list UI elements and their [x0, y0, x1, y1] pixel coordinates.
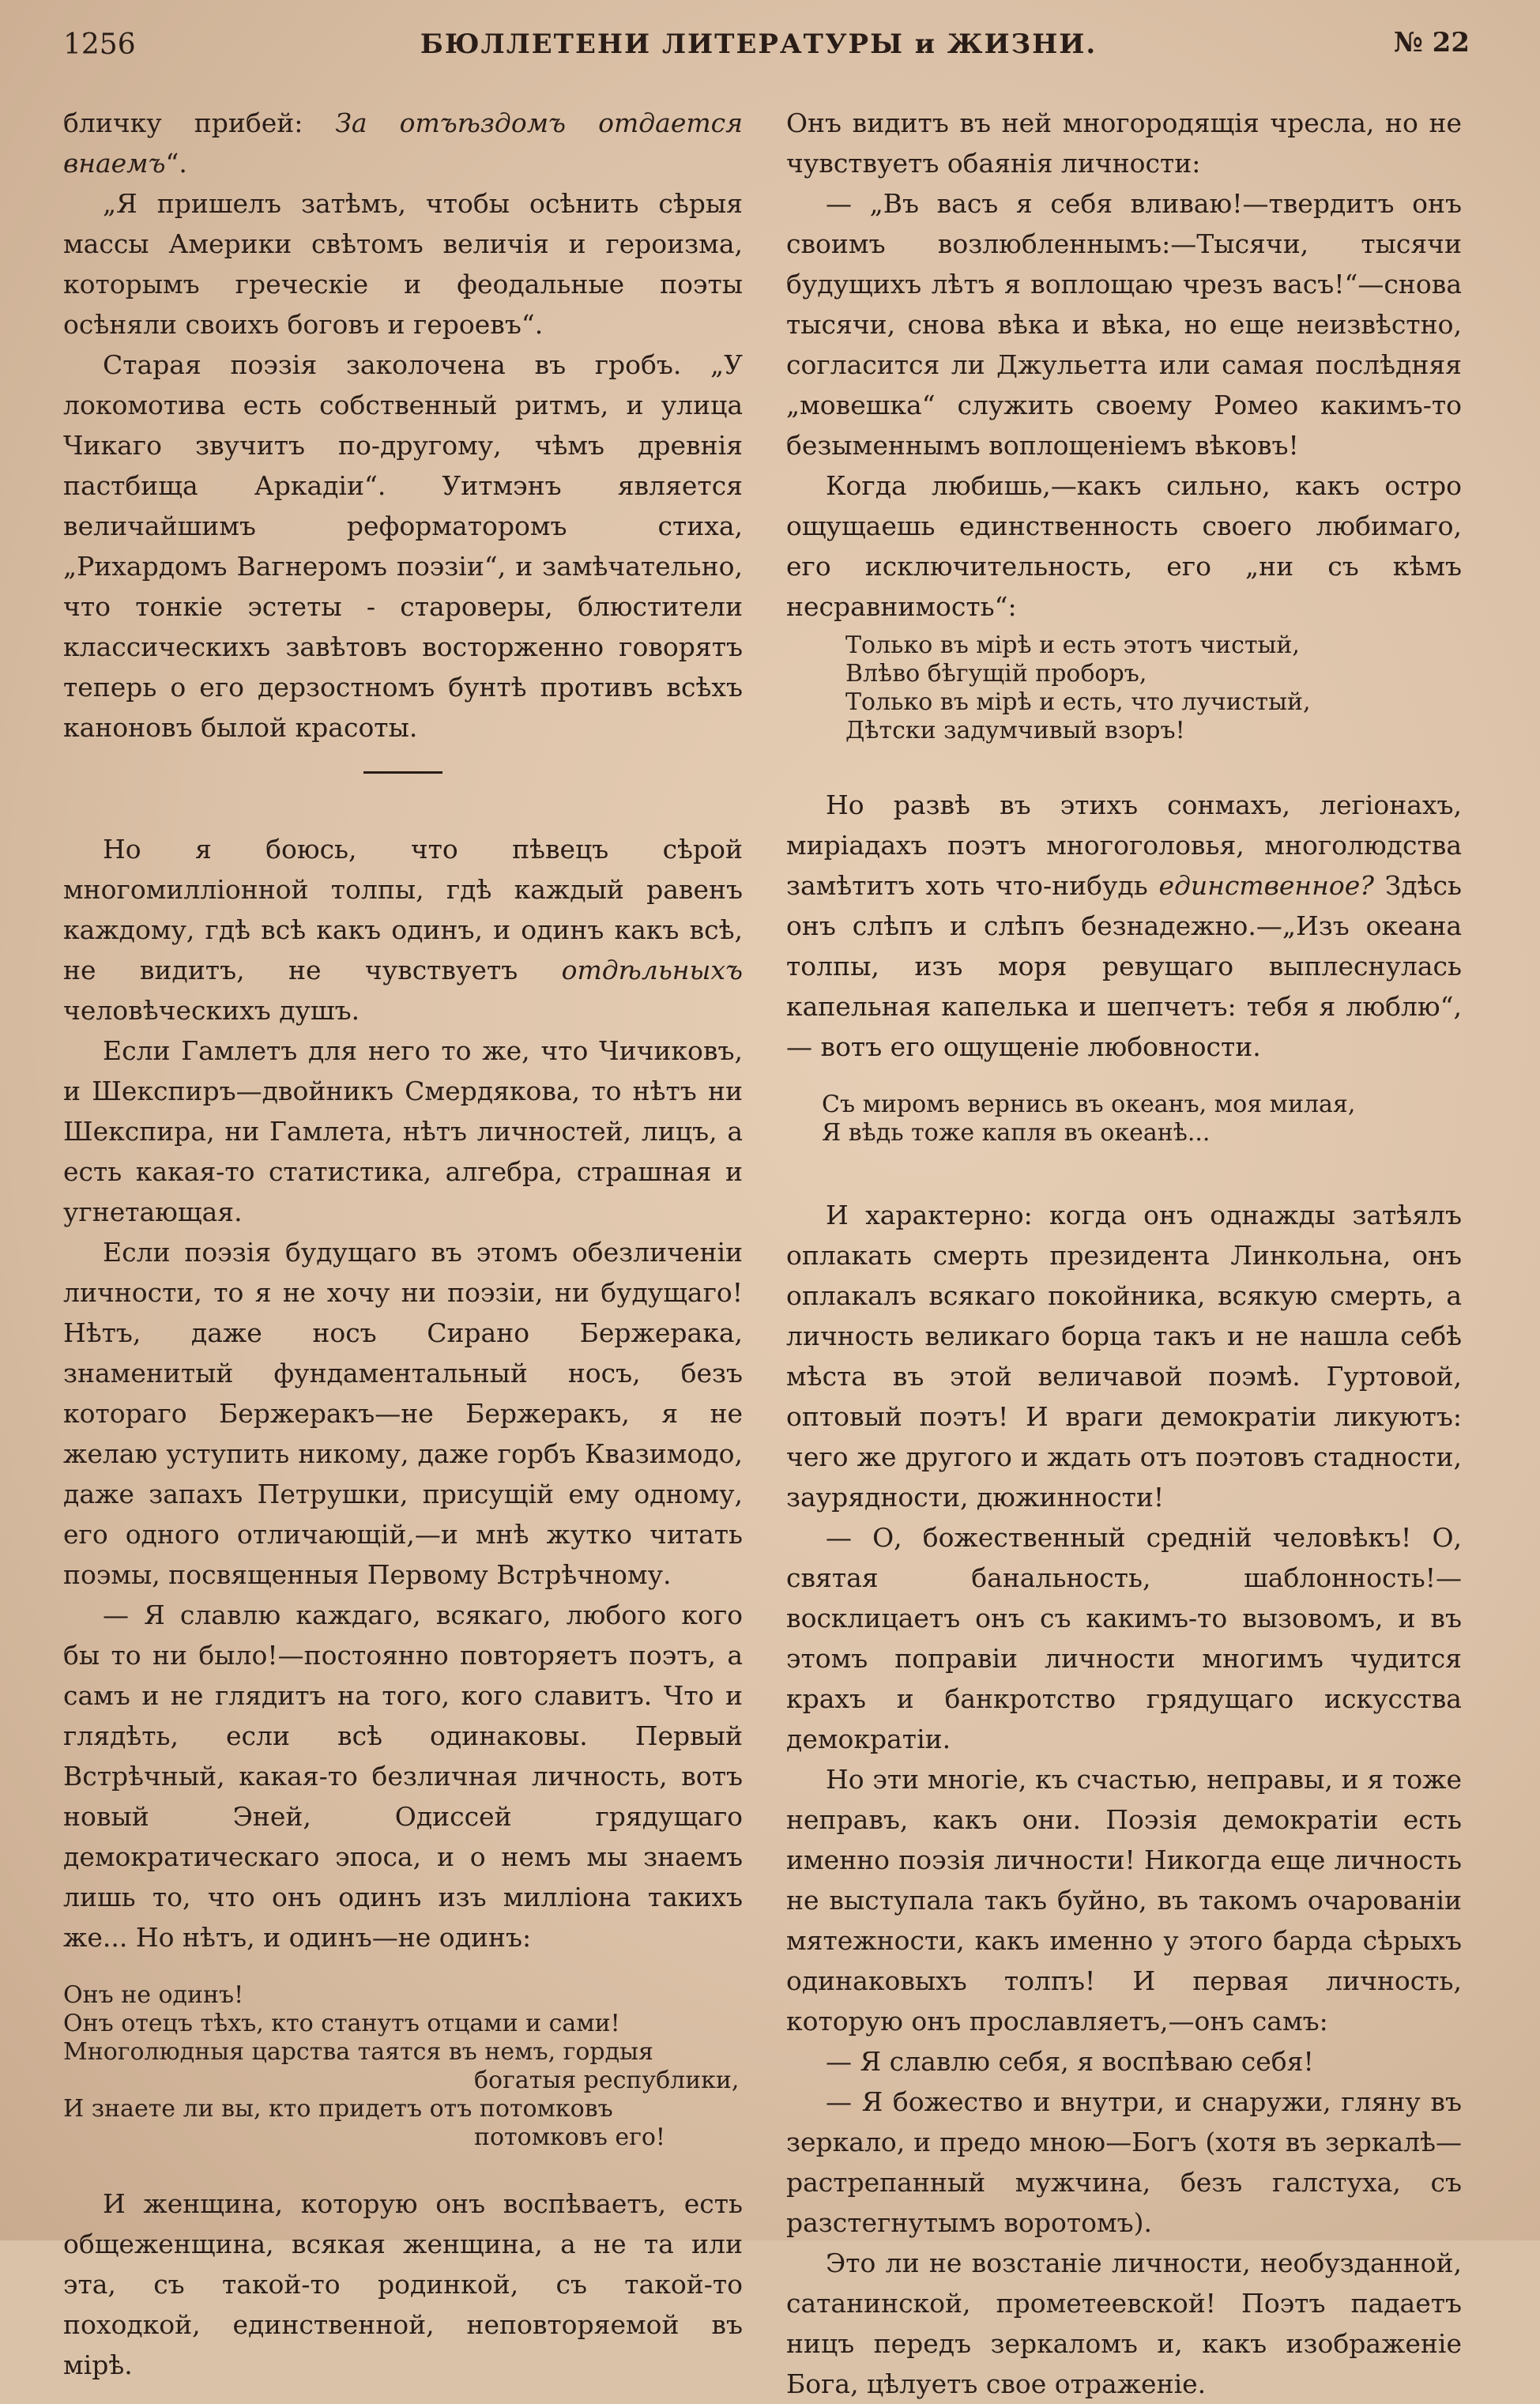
verse-line: Только въ мірѣ и есть этотъ чистый, [845, 631, 1300, 659]
paragraph: — Я славлю каждаго, всякаго, любого кого бы то ни было!—постоянно повторяетъ поэтъ, а самъ и не глядитъ на того, кого славитъ. Что и глядѣть, если всѣ одинаковы. Первый Встрѣчный, какая-то безличная личность, вотъ новый Эней, Одиссей грядущаго демократическаго эпоса, и о немъ мы знаемъ лишь то, что онъ одинъ изъ милліона такихъ же... Но нѣтъ, и одинъ—не одинъ: [63, 1600, 743, 1953]
paragraph: Но я боюсь, что пѣвецъ сѣрой многомиллiонной толпы, гдѣ каждый равенъ каждому, гдѣ всѣ какъ одинъ, и одинъ какъ всѣ, не видитъ, не чувствуетъ отдѣльныхъ человѣческихъ душъ. [63, 834, 743, 1026]
verse-line: Съ миромъ вернись въ океанъ, моя милая, [822, 1091, 1356, 1118]
paragraph: Если поэзія будущаго въ этомъ обезличеніи личности, то я не хочу ни поэзіи, ни будущаго! Нѣтъ, даже носъ Сирано Бержерака, знаменитый фундаментальный носъ, безъ котораго Бержеракъ—не Бержеракъ, я не желаю уступить никому, даже горбъ Квазимодо, даже запахъ Петрушки, присущій ему одному, его одного отличающій,—и мнѣ жутко читать поэмы, посвященныя Первому Встрѣчному. [63, 1237, 743, 1590]
paragraph: Но развѣ въ этихъ сонмахъ, легіонахъ, миріадахъ поэтъ многоголовья, многолюдства замѣтитъ хоть что-нибудь единственное? Здѣсь онъ слѣпъ и слѣпъ безнадежно.—„Изъ океана толпы, изъ моря ревущаго выплеснулась капельная капелька и шепчетъ: тебя я люблю“,— вотъ его ощущеніе любовности. [786, 789, 1462, 1062]
paragraph: И характерно: когда онъ однажды затѣялъ оплакать смерть президента Линкольна, онъ оплакалъ всякаго покойника, всякую смерть, а личность великаго борца такъ и не нашла себѣ мѣста въ этой величавой поэмѣ. Гуртовой, оптовый поэтъ! И враги демократіи ликуютъ: чего же другого и ждать отъ поэтовъ стадности, заурядности, дюжинности! [786, 1200, 1462, 1513]
verse-quote [63, 1981, 743, 2152]
paragraph: Но эти многіе, къ счастью, неправы, и я тоже неправъ, какъ они. Поэзія демократіи есть именно поэзія личности! Никогда еще личность не выступала такъ буйно, въ такомъ очарованіи мятежности, какъ именно у этого барда сѣрыхъ одинаковыхъ толпъ! И первая личность, которую онъ прославляетъ,—онъ самъ: [786, 1764, 1462, 2037]
right-column [786, 103, 1462, 2404]
paragraph: — „Въ васъ я себя вливаю!—твердитъ онъ своимъ возлюбленнымъ:—Тысячи, тысячи будущихъ лѣтъ я воплощаю чрезъ васъ!“—снова тысячи, снова вѣка и вѣка, но еще неизвѣстно, согласится ли Джульетта или самая послѣдняя „мовешка“ служить своему Ромео какимъ-то безыменнымъ воплощеніемъ вѣковъ! [786, 188, 1462, 461]
verse-line: потомковъ его! [474, 2123, 665, 2151]
paragraph: И женщина, которую онъ воспѣваетъ, есть общеженщина, всякая женщина, а не та или эта, съ такой-то родинкой, съ такой-то походкой, единственной, неповторяемой въ мірѣ. [63, 2188, 743, 2380]
journal-title: БЮЛЛЕТЕНИ ЛИТЕРАТУРЫ и ЖИЗНИ. [420, 28, 1098, 60]
issue-number: № 22 [1393, 27, 1470, 58]
verse-quote [786, 631, 1462, 745]
verse-line: Я вѣдь тоже капля въ океанѣ... [822, 1119, 1211, 1147]
paragraph: — Я славлю себя, я воспѣваю себя! [826, 2046, 1314, 2077]
paragraph: — О, божественный средній человѣкъ! О, святая банальность, шаблонность!—восклицаетъ онъ съ какимъ-то вызовомъ, и въ этомъ поправіи личности многимъ чудится крахъ и банкротство грядущаго искусства демократіи. [786, 1522, 1462, 1754]
paragraph: — Я божество и внутри, и снаружи, гляну въ зеркало, и предо мною—Богъ (хотя въ зеркалѣ—растрепанный мужчина, безъ галстуха, съ разстегнутымъ воротомъ). [786, 2086, 1462, 2238]
verse-line: Многолюдныя царства таятся въ немъ, гордыя [63, 2038, 653, 2066]
paragraph: Это ли не возстаніе личности, необузданной, сатанинской, прометеевской! Поэтъ падаетъ ницъ передъ зеркаломъ и, какъ изображеніе Бога, цѣлуетъ свое отраженіе. [786, 2248, 1462, 2399]
verse-quote [786, 1091, 1462, 1147]
verse-line: И знаете ли вы, кто придетъ отъ потомковъ [63, 2095, 613, 2123]
verse-line: богатыя республики, [474, 2067, 740, 2094]
paragraph: Если Гамлетъ для него то же, что Чичиковъ, и Шекспиръ—двойникъ Смердякова, то нѣтъ ни Шекспира, ни Гамлета, нѣтъ личностей, лицъ, а есть какая-то статистика, алгебра, страшная и угнетающая. [63, 1035, 743, 1227]
paragraph: бличку прибей: За отъѣздомъ отдается внаемъ“. [63, 107, 743, 179]
verse-line: Влѣво бѣгущій проборъ, [845, 660, 1147, 688]
paragraph: Онъ видитъ въ ней многородящія чресла, но не чувствуетъ обаянія личности: [786, 107, 1462, 179]
left-column [63, 103, 743, 2385]
verse-line: Только въ мірѣ и есть, что лучистый, [845, 688, 1311, 716]
verse-line: Онъ не одинъ! [63, 1981, 244, 2009]
verse-line: Онъ отецъ тѣхъ, кто станутъ отцами и сами! [63, 2010, 620, 2037]
paragraph: Старая поэзія заколочена въ гробъ. „У локомотива есть собственный ритмъ, и улица Чикаго звучитъ по-другому, чѣмъ древнія пастбища Аркадіи“. Уитмэнъ является величайшимъ реформаторомъ стиха, „Рихардомъ Вагнеромъ поэзіи“, и замѣчательно, что тонкіе эстеты - староверы, блюстители классическихъ завѣтовъ восторженно говорятъ теперь о его дерзостномъ бунтѣ противъ всѣхъ каноновъ былой красоты. [63, 349, 743, 743]
paragraph: Когда любишь,—какъ сильно, какъ остро ощущаешь единственность своего любимаго, его исключительность, его „ни съ кѣмъ несравнимость“: [786, 470, 1462, 622]
paragraph: „Я пришелъ затѣмъ, чтобы осѣнить сѣрыя массы Америки свѣтомъ величія и героизма, которымъ греческіе и феодальные поэты осѣняли своихъ боговъ и героевъ“. [63, 188, 743, 340]
section-divider [363, 771, 442, 774]
page-header [47, 24, 1470, 63]
page-number: 1256 [63, 28, 136, 61]
verse-line: Дѣтски задумчивый взоръ! [845, 717, 1185, 744]
